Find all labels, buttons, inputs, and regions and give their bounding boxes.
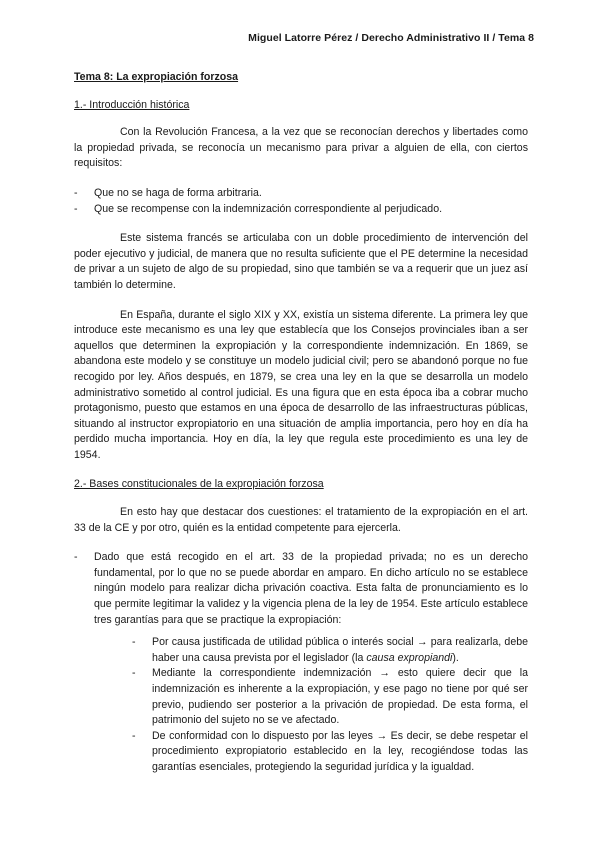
- section-heading-bases-constitucionales: 2.- Bases constitucionales de la expropiación forzosa: [74, 478, 324, 491]
- paragraph: Este sistema francés se articulaba con un doble procedimiento de intervención del poder ejecutivo y judicial, de manera que no resulta suficiente que el PE determine la necesidad de privar a un sujeto de algo de su propiedad, sino que también se va a requerir que un juez así también lo determine.: [74, 232, 528, 291]
- dash-bullet: -: [132, 729, 136, 742]
- running-header: Miguel Latorre Pérez / Derecho Administrativo II / Tema 8: [248, 32, 534, 44]
- dash-bullet: -: [74, 551, 78, 564]
- document-body: [74, 70, 528, 790]
- dash-bullet: -: [132, 667, 136, 680]
- requisitos-list: [74, 186, 528, 217]
- section-heading-introduccion: 1.- Introducción histórica: [74, 98, 190, 111]
- causa-expropiandi-term: causa expropiandi: [366, 651, 453, 664]
- list-item: [132, 635, 528, 666]
- dash-bullet: -: [132, 636, 136, 649]
- list-item: [74, 202, 528, 218]
- paragraph: En España, durante el siglo XIX y XX, existía un sistema diferente. La primera ley que introduce este mecanismo es una ley que establecía que los Consejos provinciales iban a ser aquellos que determinen la expropiación y la correspondiente indemnización. En 1869, se abandona este modelo y se constituye un modelo judicial civil; pero se abandonó porque no fue recogido por ley. Años después, en 1879, se crea una ley en la que se desarrolla un modelo administrativo sometido al control judicial. Es una figura que en esta época iba a cobrar mucho protagonismo, puesto que estamos en una época de desarrollo de las infraestructuras públicas, situando al instructor expropiatorio en una situación de amplia importancia, pero hoy en día ha perdido mucha importancia. Hoy en día, la ley que regula este procedimiento es una ley de 1954.: [74, 308, 528, 461]
- list-item-text: Por causa justificada de utilidad pública o interés social → para realizarla, debe haber una causa prevista por el legislador (la causa expropiandi).: [152, 636, 528, 664]
- list-item: [74, 186, 528, 202]
- list-item: [74, 550, 528, 775]
- list-item-text: De conformidad con lo dispuesto por las leyes → Es decir, se debe respetar el procedimiento expropiatorio establecido en la ley, recogiéndose todas las garantías esenciales, protegiendo la seguridad jurídica y la igualdad.: [152, 729, 528, 773]
- dash-bullet: -: [74, 186, 78, 199]
- cuestiones-list: [74, 550, 528, 775]
- paragraph: Con la Revolución Francesa, a la vez que se reconocían derechos y libertades como la propiedad privada, se reconocía un mecanismo para privar a alguien de ella, con ciertos requisitos:: [74, 126, 528, 170]
- garantias-list: [132, 635, 528, 775]
- list-item: [132, 729, 528, 776]
- paragraph: En esto hay que destacar dos cuestiones: el tratamiento de la expropiación en el art. 33 de la CE y por otro, quién es la entidad competente para ejercerla.: [74, 506, 528, 534]
- list-item-text: Dado que está recogido en el art. 33 de la propiedad privada; no es un derecho fundamental, por lo que no se puede abordar en amparo. En dicho artículo no se establece ningún modelo para realizar dicha privación coactiva. Esta falta de pronunciamiento es lo que permite legitimar la validez y la vigencia plena de la ley de 1954. Este artículo establece tres garantías para que se practique la expropiación:: [94, 551, 528, 626]
- list-item-text: Mediante la correspondiente indemnización → esto quiere decir que la indemnización es inherente a la expropiación, y ese pago no tiene por qué ser previo, pudiendo ser posterior a la privación de propiedad. De esta forma, el patrimonio del sujeto no se ve afectado.: [152, 667, 528, 727]
- document-title: Tema 8: La expropiación forzosa: [74, 71, 239, 83]
- list-item: [132, 666, 528, 728]
- list-item-text: Que se recompense con la indemnización correspondiente al perjudicado.: [94, 202, 443, 215]
- dash-bullet: -: [74, 202, 78, 215]
- list-item-text: Que no se haga de forma arbitraria.: [94, 186, 262, 199]
